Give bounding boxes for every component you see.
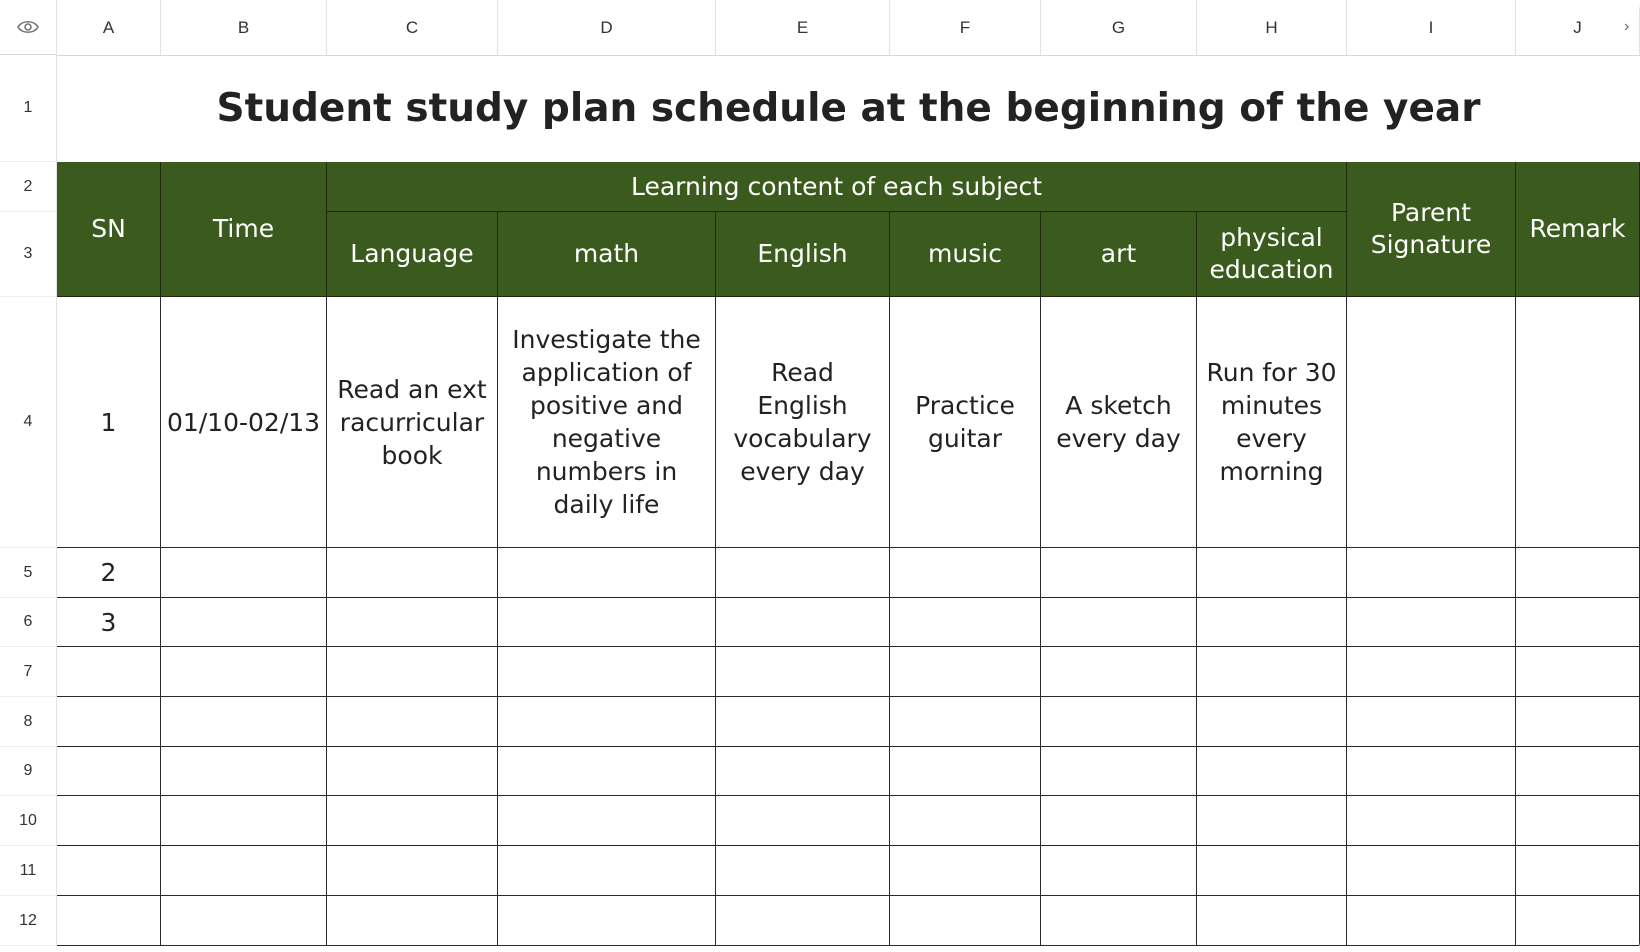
table-cell[interactable] [890,697,1041,747]
table-cell[interactable] [716,697,890,747]
cell-physical-education[interactable]: Run for 30 minutes every morning [1197,297,1347,548]
table-cell[interactable] [327,846,498,896]
row-header-2[interactable]: 2 [0,162,57,212]
header-physical-education[interactable]: physical education [1197,212,1347,297]
table-cell[interactable] [1516,548,1640,598]
table-cell[interactable] [1347,697,1516,747]
table-cell[interactable] [498,598,716,647]
table-cell[interactable] [1041,697,1197,747]
table-cell[interactable] [1197,697,1347,747]
cell-sn[interactable]: 1 [57,297,161,548]
table-cell[interactable] [1041,796,1197,846]
table-cell[interactable] [1197,647,1347,697]
table-cell[interactable] [716,548,890,598]
table-cell[interactable] [890,896,1041,946]
table-cell[interactable] [327,548,498,598]
table-cell[interactable] [1347,796,1516,846]
table-cell[interactable] [1516,796,1640,846]
cell-math[interactable]: Investigate the application of positive and negative numbers in daily life [498,297,716,548]
table-cell[interactable] [1516,647,1640,697]
table-cell[interactable] [890,796,1041,846]
table-cell[interactable] [498,647,716,697]
header-art[interactable]: art [1041,212,1197,297]
table-cell[interactable] [498,896,716,946]
table-cell[interactable] [327,598,498,647]
table-cell[interactable] [161,598,327,647]
table-cell[interactable] [890,647,1041,697]
table-cell[interactable] [161,647,327,697]
table-cell[interactable] [890,747,1041,796]
table-cell[interactable] [57,647,161,697]
table-cell[interactable] [327,747,498,796]
table-cell[interactable] [1347,747,1516,796]
table-cell[interactable] [1516,846,1640,896]
table-cell[interactable] [1347,647,1516,697]
table-cell[interactable] [327,896,498,946]
row-header-9[interactable]: 9 [0,747,57,796]
header-language[interactable]: Language [327,212,498,297]
cell-parent-signature[interactable] [1347,297,1516,548]
table-cell[interactable] [161,548,327,598]
row-header-11[interactable]: 11 [0,846,57,896]
header-math[interactable]: math [498,212,716,297]
row-header-8[interactable]: 8 [0,697,57,747]
table-cell[interactable] [1516,747,1640,796]
table-cell[interactable] [1041,647,1197,697]
table-cell[interactable] [161,747,327,796]
column-header-g[interactable]: G [1041,0,1197,55]
table-cell[interactable] [716,747,890,796]
table-cell[interactable] [161,896,327,946]
table-cell[interactable] [57,747,161,796]
table-cell[interactable] [57,846,161,896]
column-header-f[interactable]: F [890,0,1041,55]
table-cell[interactable] [161,697,327,747]
table-cell[interactable] [890,598,1041,647]
row-header-6[interactable]: 6 [0,598,57,647]
table-cell[interactable] [498,548,716,598]
row-header-1[interactable]: 1 [0,55,57,162]
table-cell[interactable]: 3 [57,598,161,647]
header-remark[interactable]: Remark [1516,162,1640,297]
table-cell[interactable] [1197,846,1347,896]
column-header-b[interactable]: B [161,0,327,55]
table-cell[interactable] [1516,896,1640,946]
table-cell[interactable] [716,796,890,846]
column-header-a[interactable]: A [57,0,161,55]
table-cell[interactable] [716,647,890,697]
table-cell[interactable] [498,747,716,796]
table-cell[interactable] [716,846,890,896]
table-cell[interactable] [1197,896,1347,946]
table-cell[interactable] [1197,796,1347,846]
column-header-h[interactable]: H [1197,0,1347,55]
column-header-i[interactable]: I [1347,0,1516,55]
table-cell[interactable] [57,697,161,747]
header-music[interactable]: music [890,212,1041,297]
table-cell[interactable] [1041,548,1197,598]
table-cell[interactable] [890,846,1041,896]
column-header-d[interactable]: D [498,0,716,55]
cell-language[interactable]: Read an extracurricular book [327,297,498,548]
row-header-4[interactable]: 4 [0,297,57,548]
column-header-j[interactable]: J [1516,0,1640,55]
table-cell[interactable] [1041,747,1197,796]
cell-remark[interactable] [1516,297,1640,548]
table-cell[interactable] [1516,697,1640,747]
header-time[interactable]: Time [161,162,327,297]
table-cell[interactable] [1041,598,1197,647]
row-header-bar [0,0,57,952]
table-cell[interactable] [498,796,716,846]
table-cell[interactable] [57,896,161,946]
table-cell[interactable] [1197,598,1347,647]
table-cell[interactable] [327,647,498,697]
cell-music[interactable]: Practice guitar [890,297,1041,548]
sheet-title[interactable]: Student study plan schedule at the beginning of the year [216,86,1481,131]
table-cell[interactable] [498,846,716,896]
table-cell[interactable] [1347,846,1516,896]
table-cell[interactable] [57,796,161,846]
column-header-c[interactable]: C [327,0,498,55]
table-cell[interactable] [1516,598,1640,647]
table-cell[interactable] [498,697,716,747]
row-header-10[interactable]: 10 [0,796,57,846]
column-header-e[interactable]: E [716,0,890,55]
table-cell[interactable] [1197,747,1347,796]
table-cell[interactable] [1347,548,1516,598]
header-parent-signature[interactable]: Parent Signature [1347,162,1516,297]
header-learning-content[interactable]: Learning content of each subject [327,162,1347,212]
table-cell[interactable] [161,796,327,846]
table-cell[interactable] [327,796,498,846]
table-cell[interactable] [1041,896,1197,946]
table-cell[interactable] [1041,846,1197,896]
row-header-12[interactable]: 12 [0,896,57,946]
row-header-3[interactable]: 3 [0,212,57,297]
table-cell[interactable] [161,846,327,896]
table-cell[interactable] [1347,896,1516,946]
table-cell[interactable] [716,896,890,946]
table-cell[interactable] [716,598,890,647]
column-header-bar [0,0,1640,56]
table-cell[interactable]: 2 [57,548,161,598]
table-cell[interactable] [327,697,498,747]
table-cell[interactable] [890,548,1041,598]
row-header-7[interactable]: 7 [0,647,57,697]
table-cell[interactable] [1197,548,1347,598]
cell-art[interactable]: A sketch every day [1041,297,1197,548]
expand-arrow-icon[interactable]: › [1624,18,1630,35]
cell-time[interactable]: 01/10-02/13 [161,297,327,548]
header-english[interactable]: English [716,212,890,297]
header-sn[interactable]: SN [57,162,161,297]
cell-english[interactable]: Read English vocabulary every day [716,297,890,548]
row-header-5[interactable]: 5 [0,548,57,598]
table-cell[interactable] [1347,598,1516,647]
